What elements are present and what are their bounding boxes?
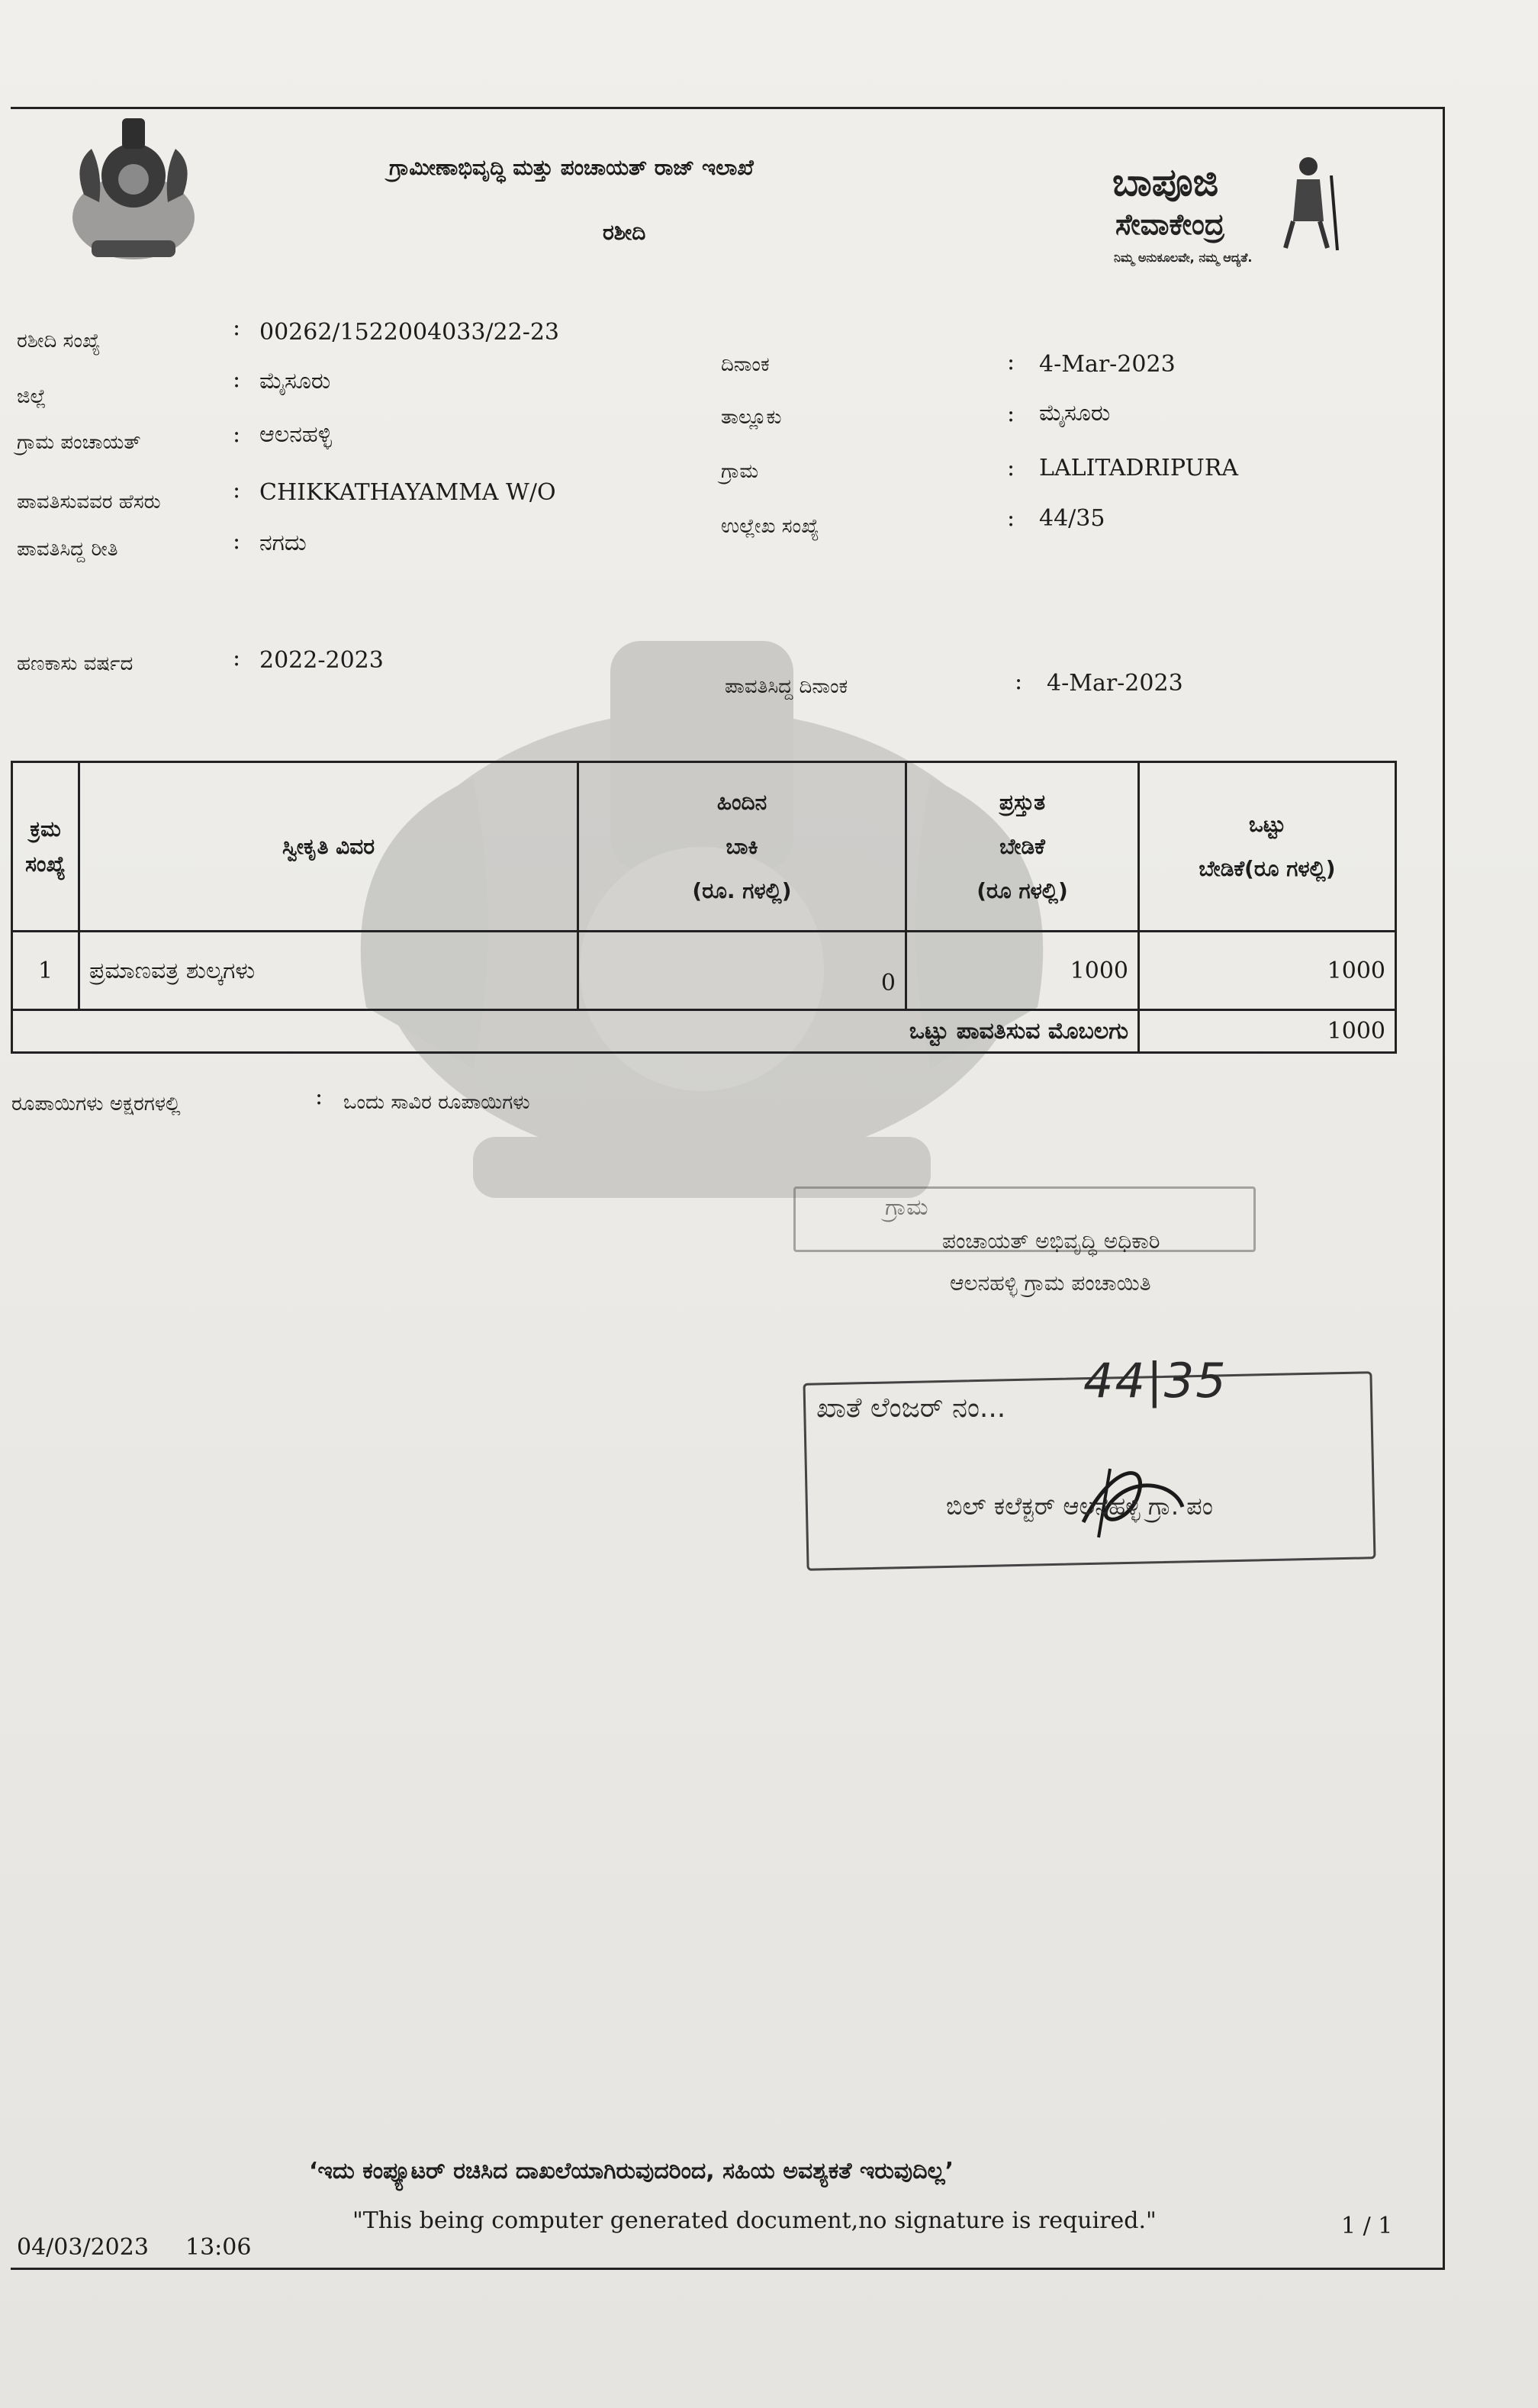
village-colon: :	[1007, 455, 1015, 481]
date-colon: :	[1007, 349, 1015, 375]
logo-tagline: ನಿಮ್ಮ ಅನುಕೂಲವೇ, ನಮ್ಮ ಆದ್ಯತೆ.	[1114, 250, 1253, 265]
fiscal-year-value: 2022-2023	[259, 647, 384, 674]
stamp-faded-text: ಗ್ರಾಮ	[885, 1194, 928, 1221]
header-serial-line2: ಸಂಖ್ಯೆ	[25, 851, 66, 877]
taluk-colon: :	[1007, 401, 1015, 427]
payer-name-value: CHIKKATHAYAMMA W/O	[259, 479, 556, 506]
ledger-number-handwritten: 44|35	[1083, 1353, 1228, 1408]
receipt-no-label: ರಶೀದಿ ಸಂಖ್ಯೆ	[17, 330, 101, 353]
reference-colon: :	[1007, 505, 1015, 532]
village-label: ಗ್ರಾಮ	[721, 460, 759, 483]
footer-note-kannada: ‘ಇದು ಕಂಪ್ಯೂಟರ್ ರಚಿಸಿದ ದಾಖಲೆಯಾಗಿರುವುದರಿಂದ, ಸಹಿಯ ಅವಶ್ಯಕತೆ ಇರುವುದಿಲ್ಲ’	[309, 2158, 954, 2184]
grand-total-label: ಒಟ್ಟು ಪಾವತಿಸುವ ಮೊಬಲಗು	[12, 1010, 1139, 1053]
row-total-demand: 1000	[1139, 932, 1396, 1010]
header-current-line2: ಬೇಡಿಕೆ	[999, 833, 1045, 859]
payment-mode-label: ಪಾವತಿಸಿದ್ದ ರೀತಿ	[17, 538, 118, 561]
table-header-row	[12, 762, 1396, 932]
paid-date-value: 4-Mar-2023	[1047, 670, 1183, 697]
header-previous-line3: (ರೂ. ಗಳಲ್ಲಿ)	[692, 877, 792, 903]
panchayat-value: ಆಲನಹಳ್ಳಿ	[259, 421, 332, 448]
table-row	[12, 932, 1396, 1010]
footer-note-english: "This being computer generated document,no signature is required."	[352, 2207, 1157, 2234]
receipt-no-colon: :	[233, 314, 241, 341]
grand-total-value: 1000	[1139, 1010, 1396, 1053]
reference-label: ಉಲ್ಲೇಖ ಸಂಖ್ಯೆ	[721, 515, 819, 538]
panchayat-label: ಗ್ರಾಮ ಪಂಚಾಯತ್	[17, 431, 141, 454]
taluk-value: ಮೈಸೂರು	[1039, 400, 1111, 427]
fiscal-year-colon: :	[233, 645, 241, 671]
header-total-line2: ಬೇಡಿಕೆ(ರೂ ಗಳಲ್ಲಿ)	[1199, 855, 1336, 881]
village-value: LALITADRIPURA	[1039, 455, 1239, 481]
date-label: ದಿನಾಂಕ	[721, 353, 770, 376]
row-current-demand: 1000	[906, 932, 1139, 1010]
payment-mode-colon: :	[233, 528, 241, 555]
district-label: ಜಿಲ್ಲೆ	[17, 385, 47, 408]
document-title: ರಶೀದಿ	[603, 220, 646, 245]
reference-value: 44/35	[1039, 505, 1105, 532]
header-current-demand	[906, 762, 1139, 932]
header-total-line1: ಒಟ್ಟು	[1248, 811, 1286, 837]
receipt-table	[11, 761, 1397, 1054]
official-stamp	[793, 1186, 1373, 1568]
row-description: ಪ್ರಮಾಣವತ್ರ ಶುಲ್ಕಗಳು	[79, 932, 578, 1010]
bapuji-logo	[1099, 145, 1343, 282]
taluk-label: ತಾಲ್ಲೂಕು	[721, 406, 782, 429]
district-value: ಮೈಸೂರು	[259, 368, 331, 394]
logo-text-main: ಬಾಪೂಜಿ	[1112, 160, 1219, 204]
stamp-officer-title: ಪಂಚಾಯತ್ ಅಭಿವೃದ್ಧಿ ಅಧಿಕಾರಿ	[942, 1228, 1160, 1254]
amount-in-words-label: ರೂಪಾಯಿಗಳು ಅಕ್ಷರಗಳಲ್ಲಿ	[11, 1093, 181, 1115]
header-serial-line1: ಕ್ರಮ	[30, 816, 61, 842]
department-title: ಗ್ರಾಮೀಣಾಭಿವೃದ್ಧಿ ಮತ್ತು ಪಂಚಾಯತ್ ರಾಜ್ ಇಲಾಖೆ	[389, 155, 754, 180]
paid-date-label: ಪಾವತಿಸಿದ್ದ ದಿನಾಂಕ	[725, 675, 848, 698]
state-emblem-icon	[61, 103, 206, 275]
payer-name-colon: :	[233, 477, 241, 504]
header-previous-due	[578, 762, 906, 932]
bill-collector-text: ಬಿಲ್ ಕಲೆಕ್ಟರ್ ಆಲನಹಳ್ಳಿ ಗ್ರಾ. ಪಂ	[946, 1492, 1213, 1521]
row-previous-due: 0	[578, 932, 906, 1010]
district-colon: :	[233, 366, 241, 393]
header-serial-number	[12, 762, 79, 932]
receipt-no-value: 00262/1522004033/22-23	[259, 319, 560, 346]
logo-text-sub: ಸೇವಾಕೇಂದ್ರ	[1115, 208, 1225, 241]
paid-date-colon: :	[1015, 668, 1023, 695]
gandhi-figure-icon	[1278, 153, 1343, 252]
grand-total-row	[12, 1010, 1396, 1053]
amount-in-words-colon: :	[315, 1083, 323, 1110]
header-previous-line1: ಹಿಂದಿನ	[716, 789, 767, 815]
date-value: 4-Mar-2023	[1039, 351, 1176, 378]
print-time: 13:06	[185, 2234, 252, 2261]
row-serial-number: 1	[12, 932, 79, 1010]
ledger-label: ಖಾತೆ ಲೆಂಜರ್ ನಂ...	[816, 1392, 1006, 1424]
fiscal-year-label: ಹಣಕಾಸು ವರ್ಷದ	[17, 652, 134, 675]
print-date: 04/03/2023	[17, 2234, 149, 2261]
header-current-line3: (ರೂ ಗಳಲ್ಲಿ)	[977, 877, 1068, 903]
header-current-line1: ಪ್ರಸ್ತುತ	[999, 789, 1046, 815]
stamp-office-name: ಆಲನಹಳ್ಳಿ ಗ್ರಾಮ ಪಂಚಾಯಿತಿ	[950, 1270, 1151, 1296]
amount-in-words-value: ಒಂದು ಸಾವಿರ ರೂಪಾಯಿಗಳು	[343, 1091, 530, 1114]
header-previous-line2: ಬಾಕಿ	[726, 833, 758, 859]
payer-name-label: ಪಾವತಿಸುವವರ ಹೆಸರು	[17, 491, 161, 513]
header-total-demand	[1139, 762, 1396, 932]
header-description: ಸ್ವೀಕೃತಿ ವಿವರ	[79, 762, 578, 932]
panchayat-colon: :	[233, 421, 241, 448]
payment-mode-value: ನಗದು	[259, 530, 307, 556]
page-number: 1 / 1	[1341, 2213, 1393, 2239]
